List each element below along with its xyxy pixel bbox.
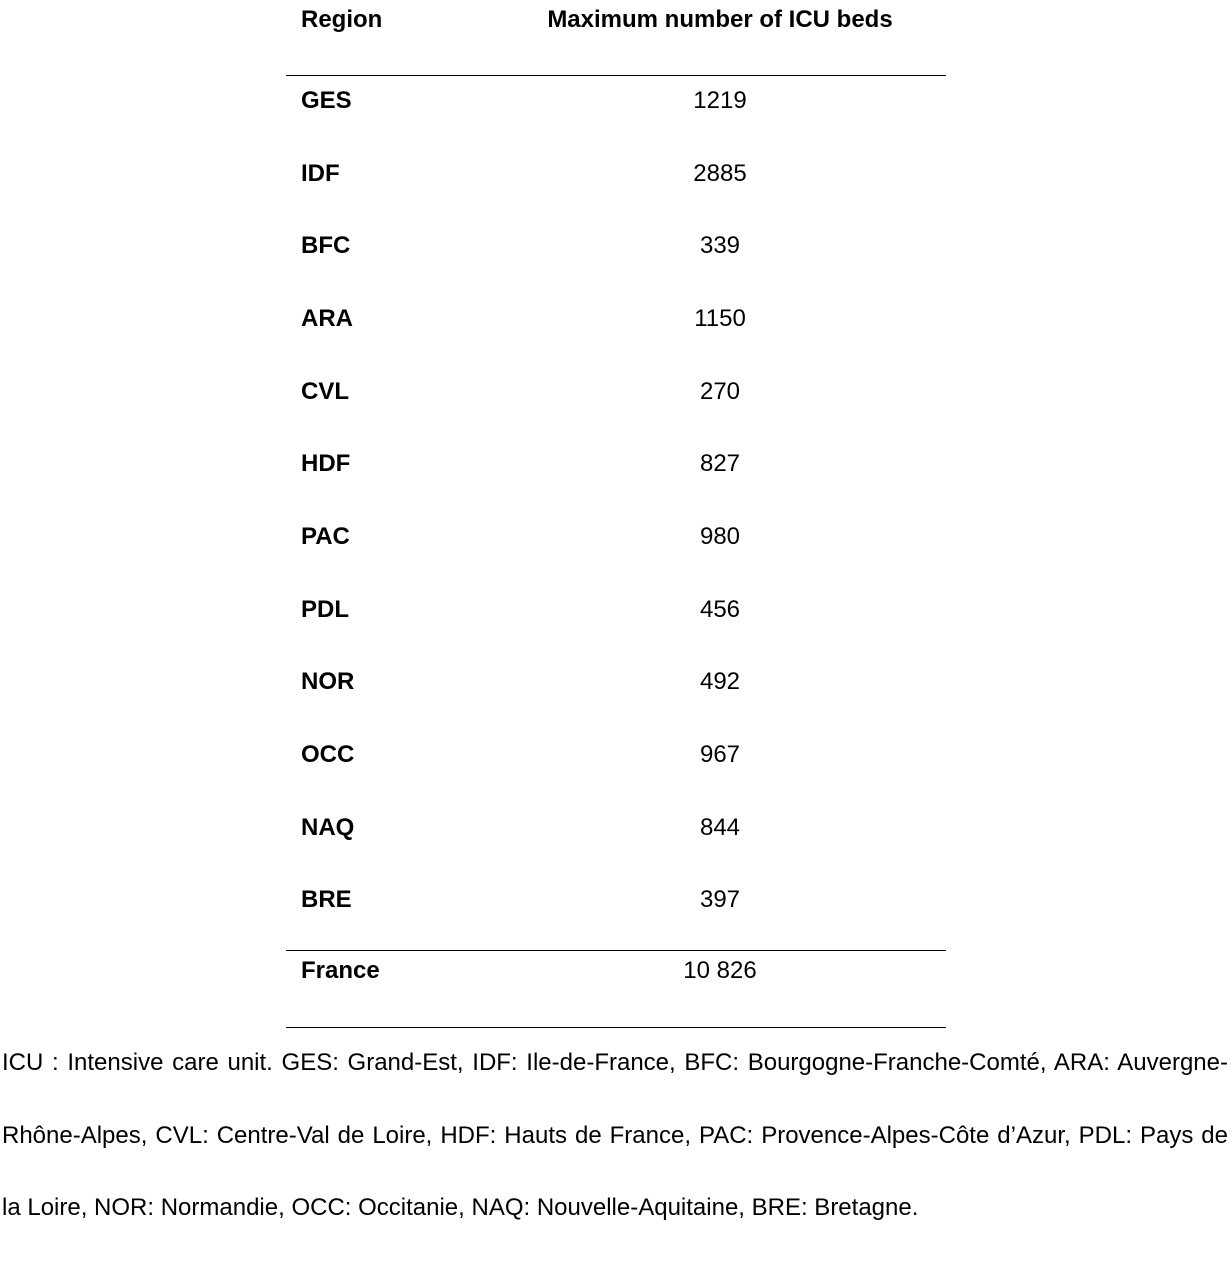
table-row <box>286 226 946 266</box>
table-row <box>286 372 946 412</box>
table-row <box>286 444 946 484</box>
region-cell: BRE <box>301 886 352 913</box>
header-region: Region <box>301 6 383 33</box>
beds-cell: 980 <box>699 523 741 550</box>
table-row <box>286 808 946 848</box>
table-row <box>286 880 946 920</box>
region-cell: IDF <box>301 160 340 187</box>
table-row <box>286 735 946 775</box>
icu-beds-table <box>286 0 946 1028</box>
region-cell: NOR <box>301 668 355 695</box>
region-cell: BFC <box>301 232 351 259</box>
region-cell: OCC <box>301 741 355 768</box>
beds-cell: 827 <box>699 450 741 477</box>
beds-cell: 1219 <box>693 87 747 114</box>
region-cell: ARA <box>301 305 353 332</box>
table-row <box>286 299 946 339</box>
beds-cell: 492 <box>699 668 741 695</box>
total-region-cell: France <box>301 957 380 984</box>
region-cell: PAC <box>301 523 350 550</box>
beds-cell: 456 <box>699 596 741 623</box>
beds-cell: 1150 <box>694 305 746 332</box>
beds-cell: 844 <box>699 814 741 841</box>
beds-cell: 339 <box>699 232 741 259</box>
region-cell: HDF <box>301 450 351 477</box>
beds-cell: 270 <box>699 378 741 405</box>
table-header-row <box>286 0 946 76</box>
beds-cell: 967 <box>699 741 741 768</box>
table-footnote: ICU : Intensive care unit. GES: Grand-Est, IDF: Ile-de-France, BFC: Bourgogne-Franche-Comté, ARA: Auvergne-Rhône-Alpes, CVL: Centre-Val de Loire, HDF: Hauts de France, PAC: Provence-Alpes-Côte d’Azur, PDL: Pays de la Loire, NOR: Normandie, OCC: Occitanie, NAQ: Nouvelle-Aquitaine, BRE: Bretagne. <box>2 1049 1228 1221</box>
beds-cell: 2885 <box>693 160 747 187</box>
table-row <box>286 154 946 194</box>
table-row <box>286 662 946 702</box>
beds-cell: 397 <box>699 886 741 913</box>
table-row <box>286 517 946 557</box>
region-cell: CVL <box>301 378 349 405</box>
table-row <box>286 590 946 630</box>
header-max-icu-beds: Maximum number of ICU beds <box>547 6 893 33</box>
table-row <box>286 81 946 121</box>
region-cell: PDL <box>301 596 349 623</box>
table-total-row <box>286 951 946 1028</box>
region-cell: GES <box>301 87 352 114</box>
total-beds-cell: 10 826 <box>683 957 757 984</box>
table-body <box>286 76 946 951</box>
region-cell: NAQ <box>301 814 355 841</box>
